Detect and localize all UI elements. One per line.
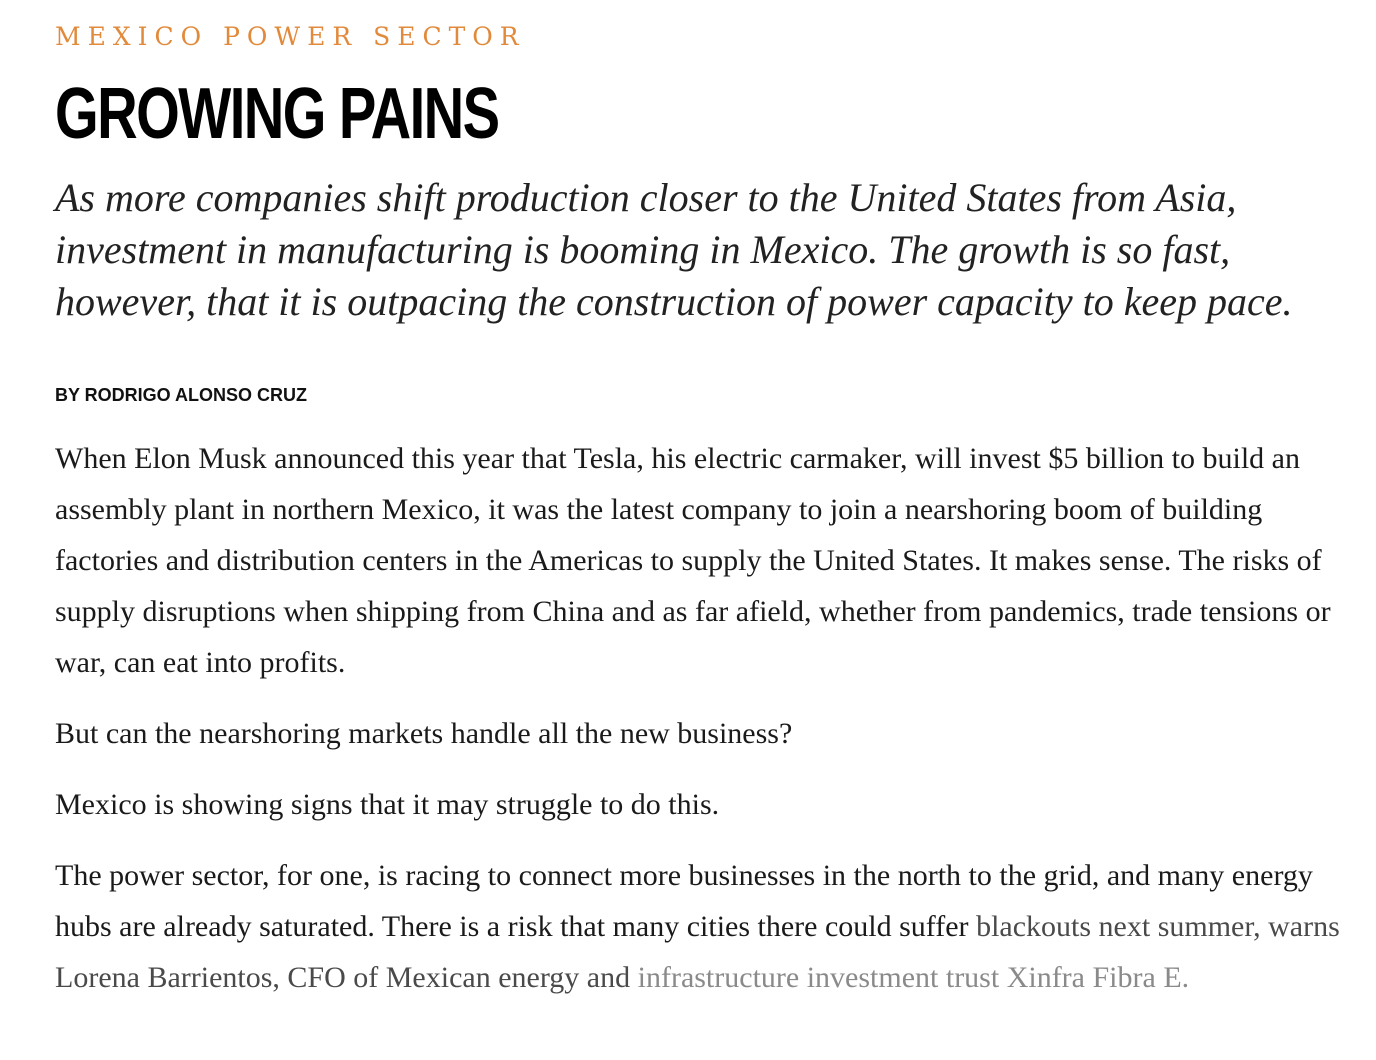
body-paragraph-4 [55, 850, 1345, 1003]
article-headline: GROWING PAINS [55, 74, 499, 154]
article-deck: As more companies shift production closer to the United States from Asia, investment in manufacturing is booming in Mexico. The growth is so fast, however, that it is outpacing the construction of power capacity to keep pace. [55, 175, 1293, 324]
body-paragraph-3: Mexico is showing signs that it may struggle to do this. [55, 788, 720, 821]
article-body [55, 433, 1345, 1023]
body-paragraph-4-text: The power sector, for one, is racing to connect more businesses in the north to the grid, and many energy hubs are already saturated. There is a risk that many cities there could suffer [55, 859, 1313, 943]
article-byline: BY RODRIGO ALONSO CRUZ [55, 385, 308, 405]
body-paragraph-4-fade-text: blackouts next summer, warns Lorena Barrientos, CFO of Mexican energy and [55, 910, 1340, 994]
body-paragraph-2: But can the nearshoring markets handle all the new business? [55, 717, 793, 750]
section-kicker: MEXICO POWER SECTOR [55, 22, 526, 51]
body-paragraph-4-faint-text: infrastructure investment trust Xinfra Fibra E. [637, 961, 1190, 994]
body-paragraph-1: When Elon Musk announced this year that Tesla, his electric carmaker, will invest $5 billion to build an assembly plant in northern Mexico, it was the latest company to join a nearshoring boom of building factories and distribution centers in the Americas to supply the United States. It makes sense. The risks of supply disruptions when shipping from China and as far afield, whether from pandemics, trade tensions or war, can eat into profits. [55, 442, 1331, 679]
